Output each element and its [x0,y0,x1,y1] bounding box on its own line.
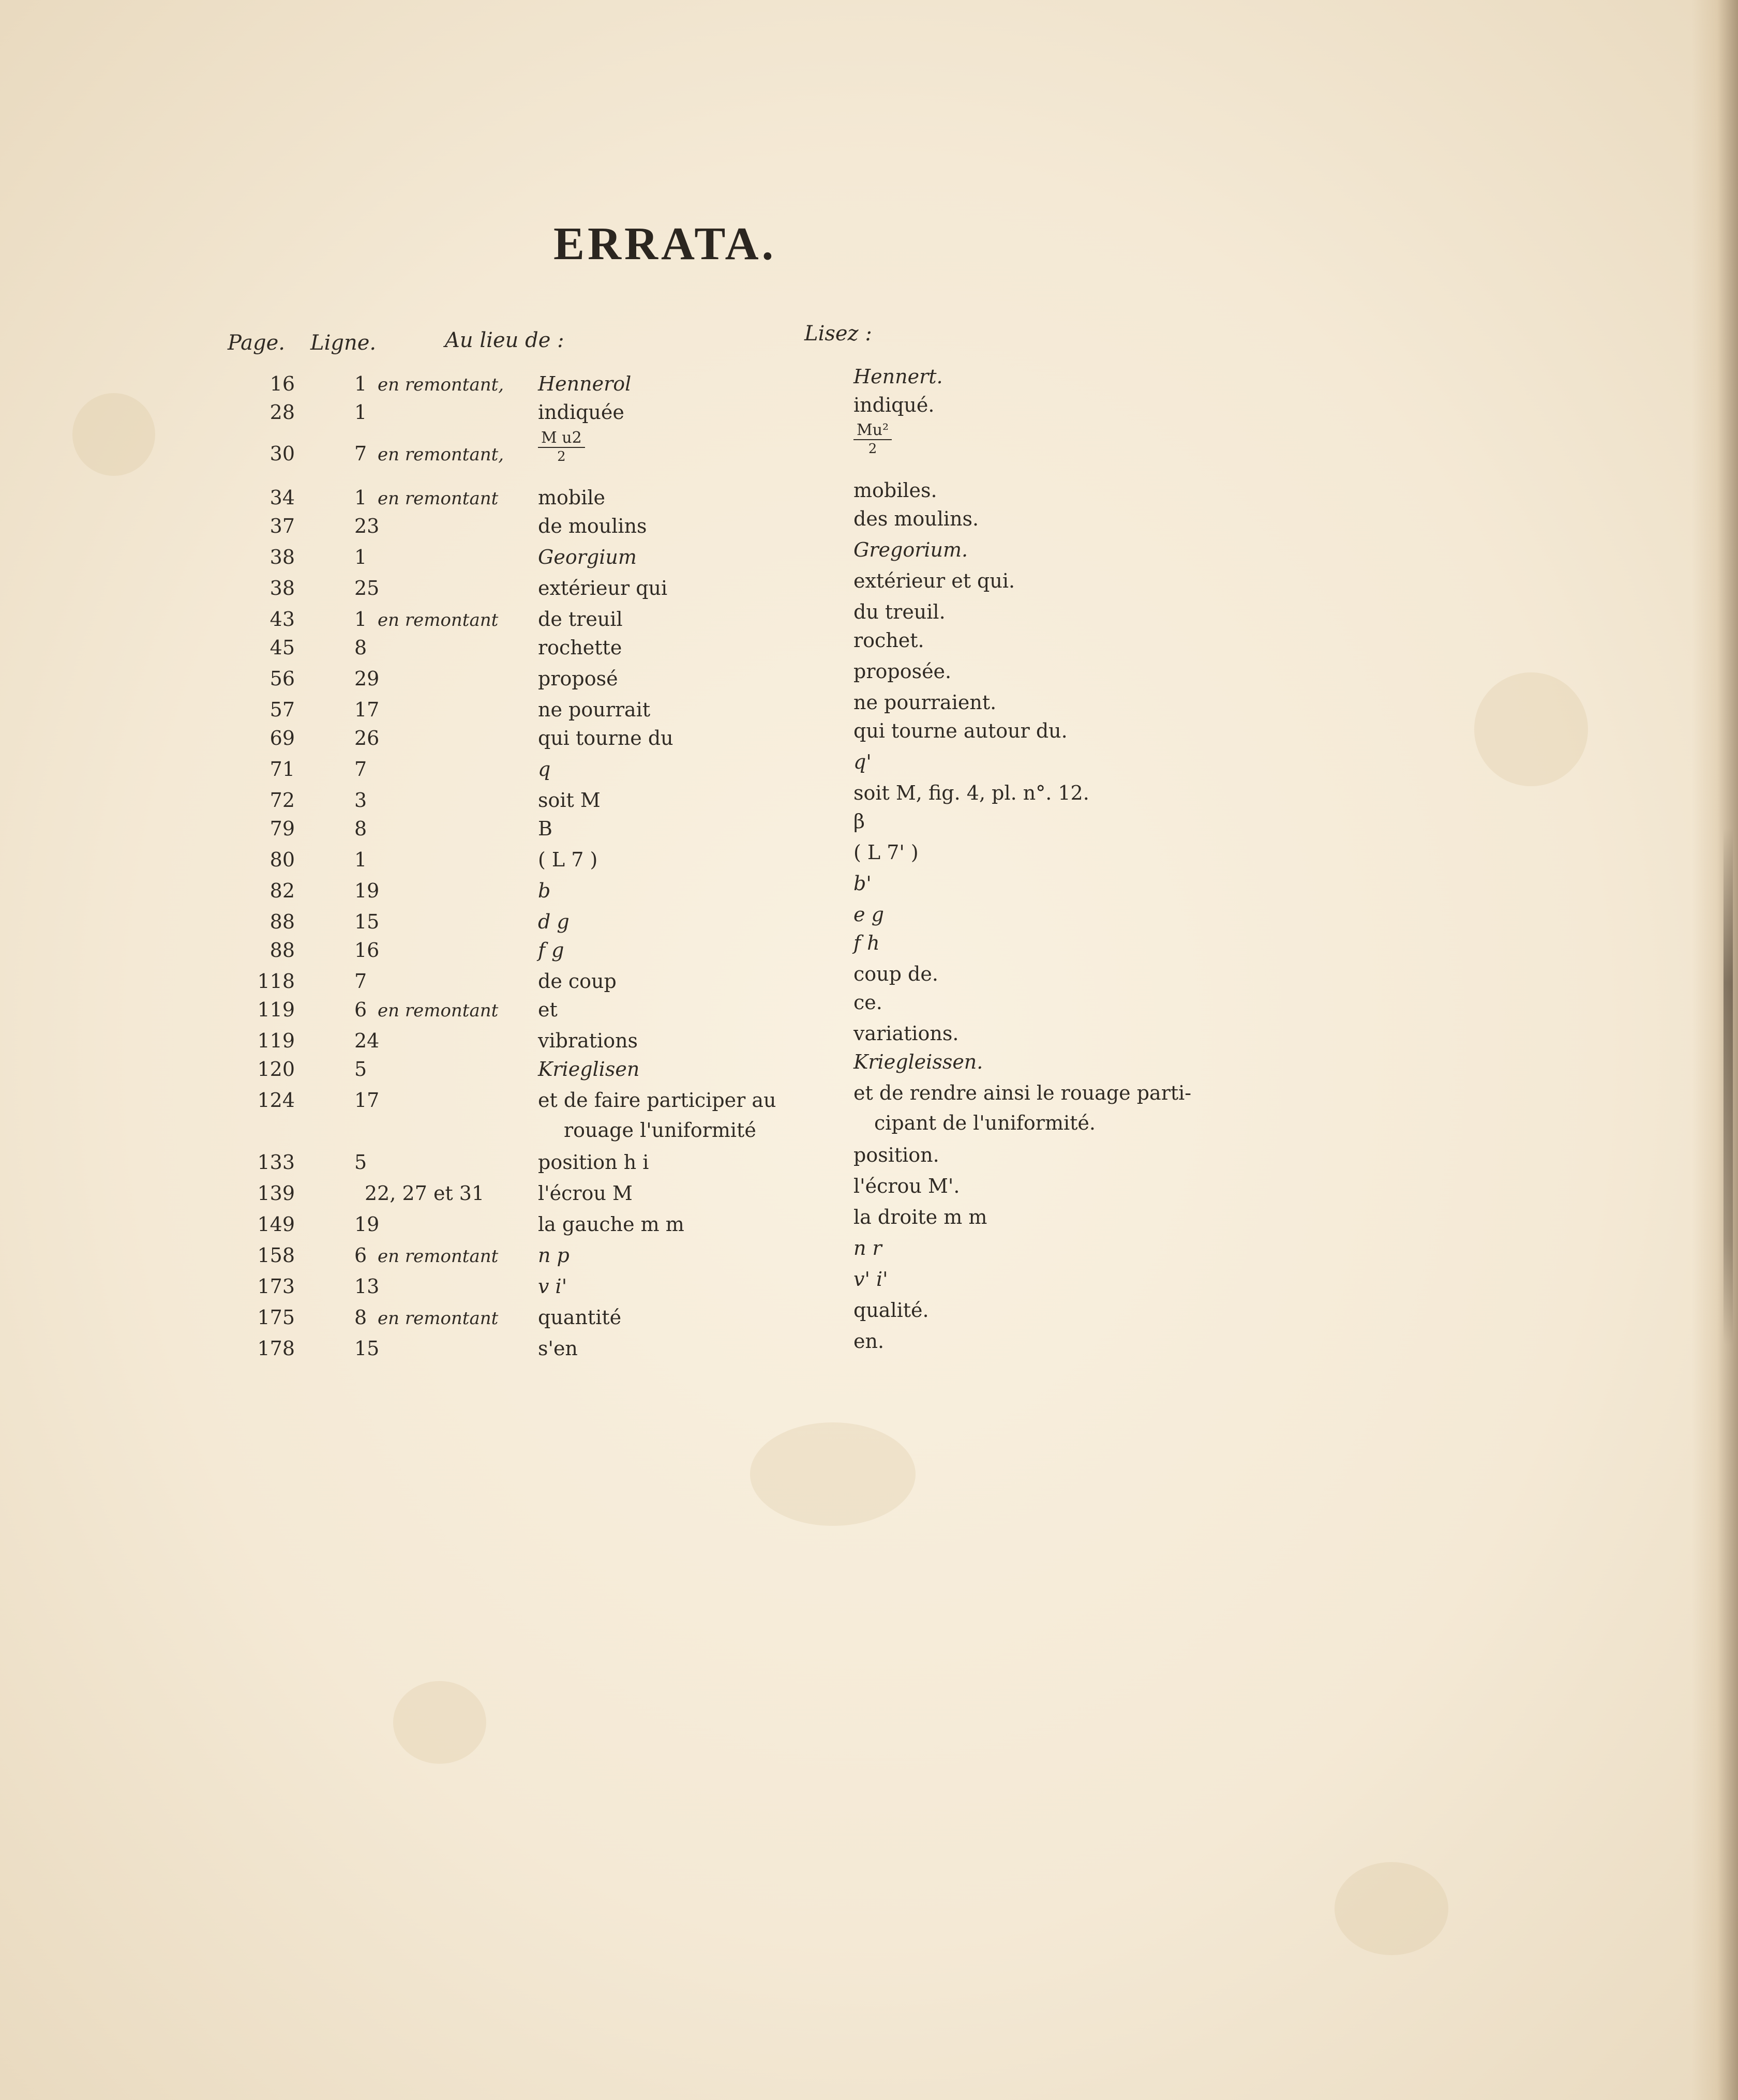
errata-page-number: 69 [269,727,295,749]
errata-page-number: 178 [257,1337,295,1360]
errata-page-number: 158 [257,1244,295,1267]
errata-wrong-text: quantité [538,1306,622,1329]
errata-line-number: 3 [354,789,367,812]
paper-stain [72,393,155,476]
errata-line-number: 26 [354,727,380,749]
errata-note: en remontant [378,1246,499,1267]
errata-line-number: 15 [354,1337,380,1360]
errata-line-number: 1 [354,372,367,395]
errata-page-number: 45 [269,636,295,659]
errata-wrong-fraction-fraction [538,429,585,466]
errata-correction-text: extérieur et qui. [853,569,1015,592]
errata-line-number: 1 [354,608,367,631]
errata-line-number: 8 [354,636,367,659]
errata-page-number: 43 [269,608,295,631]
errata-line-number: 6 [354,998,367,1021]
errata-note: en remontant [378,1000,499,1021]
page-edge-shadow [1724,828,1733,1345]
errata-wrong-text: Georgium [538,546,637,568]
errata-correction-text: du treuil. [853,601,946,623]
errata-note: en remontant, [378,374,504,395]
errata-page-number: 72 [269,789,295,812]
errata-correction-text: rochet. [853,629,924,652]
errata-correction-text: n r [853,1237,882,1259]
errata-correction-text: ( L 7' ) [853,841,919,864]
errata-correction-text: ce. [853,991,882,1014]
errata-line-number: 25 [354,577,380,599]
errata-line-number: 29 [354,667,380,690]
errata-page-number: 88 [269,910,295,933]
errata-page-number: 71 [269,758,295,781]
errata-page-number: 119 [257,1029,295,1052]
errata-wrong-fraction-denominator: 2 [557,449,566,464]
errata-note: en remontant, [378,444,504,465]
errata-correction-text: position. [853,1144,939,1166]
errata-correction-text: en. [853,1330,885,1353]
errata-wrong-text: de coup [538,970,617,993]
errata-wrong-text: indiquée [538,401,624,424]
paper-stain [1335,1862,1448,1955]
errata-wrong-text: f g [538,939,564,962]
errata-correction-text: Kriegleissen. [853,1051,983,1073]
errata-wrong-text: vibrations [538,1029,638,1052]
errata-page-number: 16 [269,372,295,395]
errata-page-number: 173 [257,1275,295,1298]
paper-stain [393,1681,486,1764]
errata-correction-fraction [853,422,892,458]
errata-line-number: 24 [354,1029,380,1052]
errata-line-number: 7 [354,442,367,465]
errata-correction-text: coup de. [853,963,938,985]
errata-line-number: 16 [354,939,380,962]
errata-correction-fraction-fraction [853,422,892,458]
errata-note: en remontant [378,610,499,631]
errata-correction-text: Hennert. [853,365,943,388]
errata-page-number: 34 [269,486,295,509]
errata-wrong-text: b [538,879,551,902]
errata-page-number: 79 [269,817,295,840]
errata-wrong-text: qui tourne du [538,727,673,749]
errata-line-number: 15 [354,910,380,933]
errata-page-number: 82 [269,879,295,902]
errata-wrong-text: de treuil [538,608,623,631]
errata-correction-text-continued: cipant de l'uniformité. [874,1112,1096,1134]
errata-correction-text: v' i' [853,1268,888,1291]
errata-correction-text: et de rendre ainsi le rouage parti- [853,1082,1192,1104]
errata-note: en remontant [378,1308,499,1329]
errata-line-number: 8 [354,817,367,840]
errata-page-number: 57 [269,698,295,721]
errata-correction-text: mobiles. [853,479,937,502]
errata-line-number: 22, 27 et 31 [365,1182,485,1205]
errata-note: en remontant [378,488,499,509]
errata-wrong-text: ( L 7 ) [538,848,598,871]
errata-wrong-text: n p [538,1244,570,1267]
errata-correction-text: e g [853,903,884,926]
errata-line-number: 6 [354,1244,367,1267]
errata-correction-text: b' [853,872,872,895]
errata-line-number: 23 [354,515,380,537]
errata-wrong-text: ne pourrait [538,698,651,721]
header-au-lieu-de: Au lieu de : [445,328,564,352]
errata-page-number: 88 [269,939,295,962]
errata-line-number: 17 [354,1089,380,1112]
errata-line-number: 19 [354,879,380,902]
errata-wrong-text: q [538,758,551,781]
errata-correction-fraction-numerator: Mu² [853,422,892,440]
errata-wrong-text: v i' [538,1275,567,1298]
errata-title: ERRATA. [553,218,777,269]
errata-wrong-text-continued: rouage l'uniformité [564,1119,756,1142]
errata-correction-text: proposée. [853,660,952,683]
errata-page-number: 149 [257,1213,295,1236]
errata-correction-fraction-denominator: 2 [868,441,877,457]
errata-wrong-text: d g [538,910,570,933]
errata-correction-text: indiqué. [853,394,935,416]
errata-line-number: 13 [354,1275,380,1298]
errata-correction-text: β [853,810,865,833]
errata-wrong-text: de moulins [538,515,647,537]
errata-page-number: 80 [269,848,295,871]
header-ligne: Ligne. [310,331,377,355]
errata-correction-text: Gregorium. [853,538,968,561]
errata-wrong-text: s'en [538,1337,578,1360]
errata-correction-text: qualité. [853,1299,929,1322]
errata-page-number: 120 [257,1058,295,1081]
errata-page-number: 56 [269,667,295,690]
errata-page-number: 38 [269,546,295,568]
errata-page-number: 124 [257,1089,295,1112]
errata-page-number: 38 [269,577,295,599]
errata-correction-text: ne pourraient. [853,691,997,714]
errata-correction-text: f h [853,932,880,954]
header-lisez: Lisez : [804,322,872,346]
errata-line-number: 5 [354,1151,367,1174]
errata-correction-text: soit M, fig. 4, pl. n°. 12. [853,782,1089,804]
errata-correction-text: l'écrou M'. [853,1175,960,1197]
errata-correction-text: la droite m m [853,1206,987,1228]
errata-line-number: 1 [354,401,367,424]
errata-correction-text: qui tourne autour du. [853,719,1068,742]
errata-line-number: 1 [354,848,367,871]
errata-line-number: 1 [354,486,367,509]
errata-wrong-text: proposé [538,667,618,690]
errata-page-number: 28 [269,401,295,424]
errata-wrong-text: Krieglisen [538,1058,640,1081]
errata-correction-text: variations. [853,1022,959,1045]
errata-wrong-text: et de faire participer au [538,1089,776,1112]
errata-line-number: 7 [354,970,367,993]
errata-wrong-text: Hennerol [538,372,632,395]
errata-page-number: 118 [257,970,295,993]
errata-wrong-text: extérieur qui [538,577,668,599]
errata-wrong-text: B [538,817,552,840]
errata-wrong-text: l'écrou M [538,1182,633,1205]
errata-wrong-text: position h i [538,1151,649,1174]
errata-page-number: 37 [269,515,295,537]
errata-line-number: 1 [354,546,367,568]
errata-page-number: 119 [257,998,295,1021]
errata-page-number: 133 [257,1151,295,1174]
errata-line-number: 17 [354,698,380,721]
errata-page-number: 139 [257,1182,295,1205]
errata-correction-text: des moulins. [853,507,979,530]
errata-line-number: 7 [354,758,367,781]
errata-line-number: 19 [354,1213,380,1236]
errata-line-number: 8 [354,1306,367,1329]
errata-wrong-text: mobile [538,486,606,509]
errata-page-number: 30 [269,442,295,465]
errata-wrong-text: et [538,998,558,1021]
errata-correction-text: q' [853,751,872,773]
paper-stain [1474,672,1588,786]
errata-wrong-text: soit M [538,789,601,812]
errata-page-number: 175 [257,1306,295,1329]
errata-wrong-fraction [538,429,585,466]
header-page: Page. [228,331,285,355]
errata-line-number: 5 [354,1058,367,1081]
paper-stain [750,1422,916,1526]
errata-wrong-text: la gauche m m [538,1213,684,1236]
errata-wrong-text: rochette [538,636,622,659]
errata-wrong-fraction-numerator: M u2 [538,429,585,448]
